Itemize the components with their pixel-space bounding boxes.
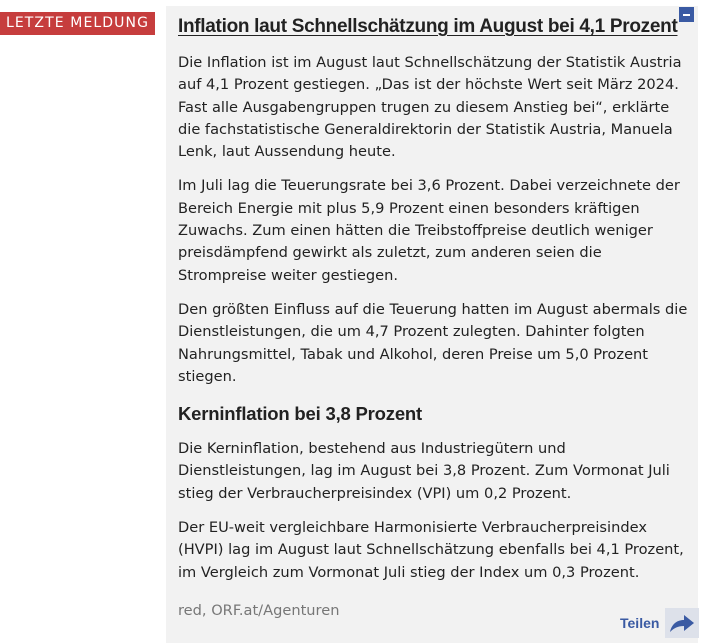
- latest-news-badge: LETZTE MELDUNG: [0, 12, 155, 35]
- news-article: [166, 6, 698, 643]
- article-paragraph-4: Die Kerninflation, bestehend aus Industriegütern und Dienstleistungen, lag im August bei 3,8 Prozent. Zum Vormonat Juli stieg der Verbraucherpreisindex (VPI) um 0,2 Prozent.: [178, 440, 670, 502]
- collapse-button[interactable]: [679, 7, 694, 22]
- article-source: red, ORF.at/Agenturen: [178, 602, 340, 619]
- share-label[interactable]: Teilen: [620, 615, 660, 631]
- article-paragraph-3: Den größten Einfluss auf die Teuerung hatten im August abermals die Dienstleistungen, die um 4,7 Prozent zulegten. Dahinter folgten Nahrungsmittel, Tabak und Alkohol, deren Preise um 5,0 Prozent stiegen.: [178, 300, 688, 385]
- share-arrow-glyph: [669, 613, 695, 633]
- article-body: [178, 52, 692, 596]
- article-headline[interactable]: Inflation laut Schnellschätzung im August bei 4,1 Prozent: [178, 16, 678, 37]
- article-subheading: Kerninflation bei 3,8 Prozent: [178, 403, 422, 425]
- article-paragraph-2: Im Juli lag die Teuerungsrate bei 3,6 Prozent. Dabei verzeichnete der Bereich Energie mit plus 5,9 Prozent einen besonders kräftigen Zuwachs. Zum einen hätten die Treibstoffpreise deutlich weniger preisdämpfend gewirkt als zuletzt, zum anderen seien die Strompreise weiter gestiegen.: [178, 177, 680, 284]
- article-paragraph-5: Der EU-weit vergleichbare Harmonisierte Verbraucherpreisindex (HVPI) lag im August laut Schnellschätzung ebenfalls bei 4,1 Prozent, im Vergleich zum Vormonat Juli stieg der Index um 0,3 Prozent.: [178, 519, 684, 581]
- article-paragraph-1: Die Inflation ist im August laut Schnellschätzung der Statistik Austria auf 4,1 Prozent gestiegen. „Das ist der höchste Wert seit März 2024. Fast alle Ausgabengruppen trugen zu diesem Anstieg bei“, erklärte die fachstatistische Generaldirektorin der Statistik Austria, Manuela Lenk, laut Aussendung heute.: [178, 54, 682, 161]
- share-button[interactable]: [620, 608, 699, 638]
- share-arrow-icon[interactable]: [665, 608, 699, 638]
